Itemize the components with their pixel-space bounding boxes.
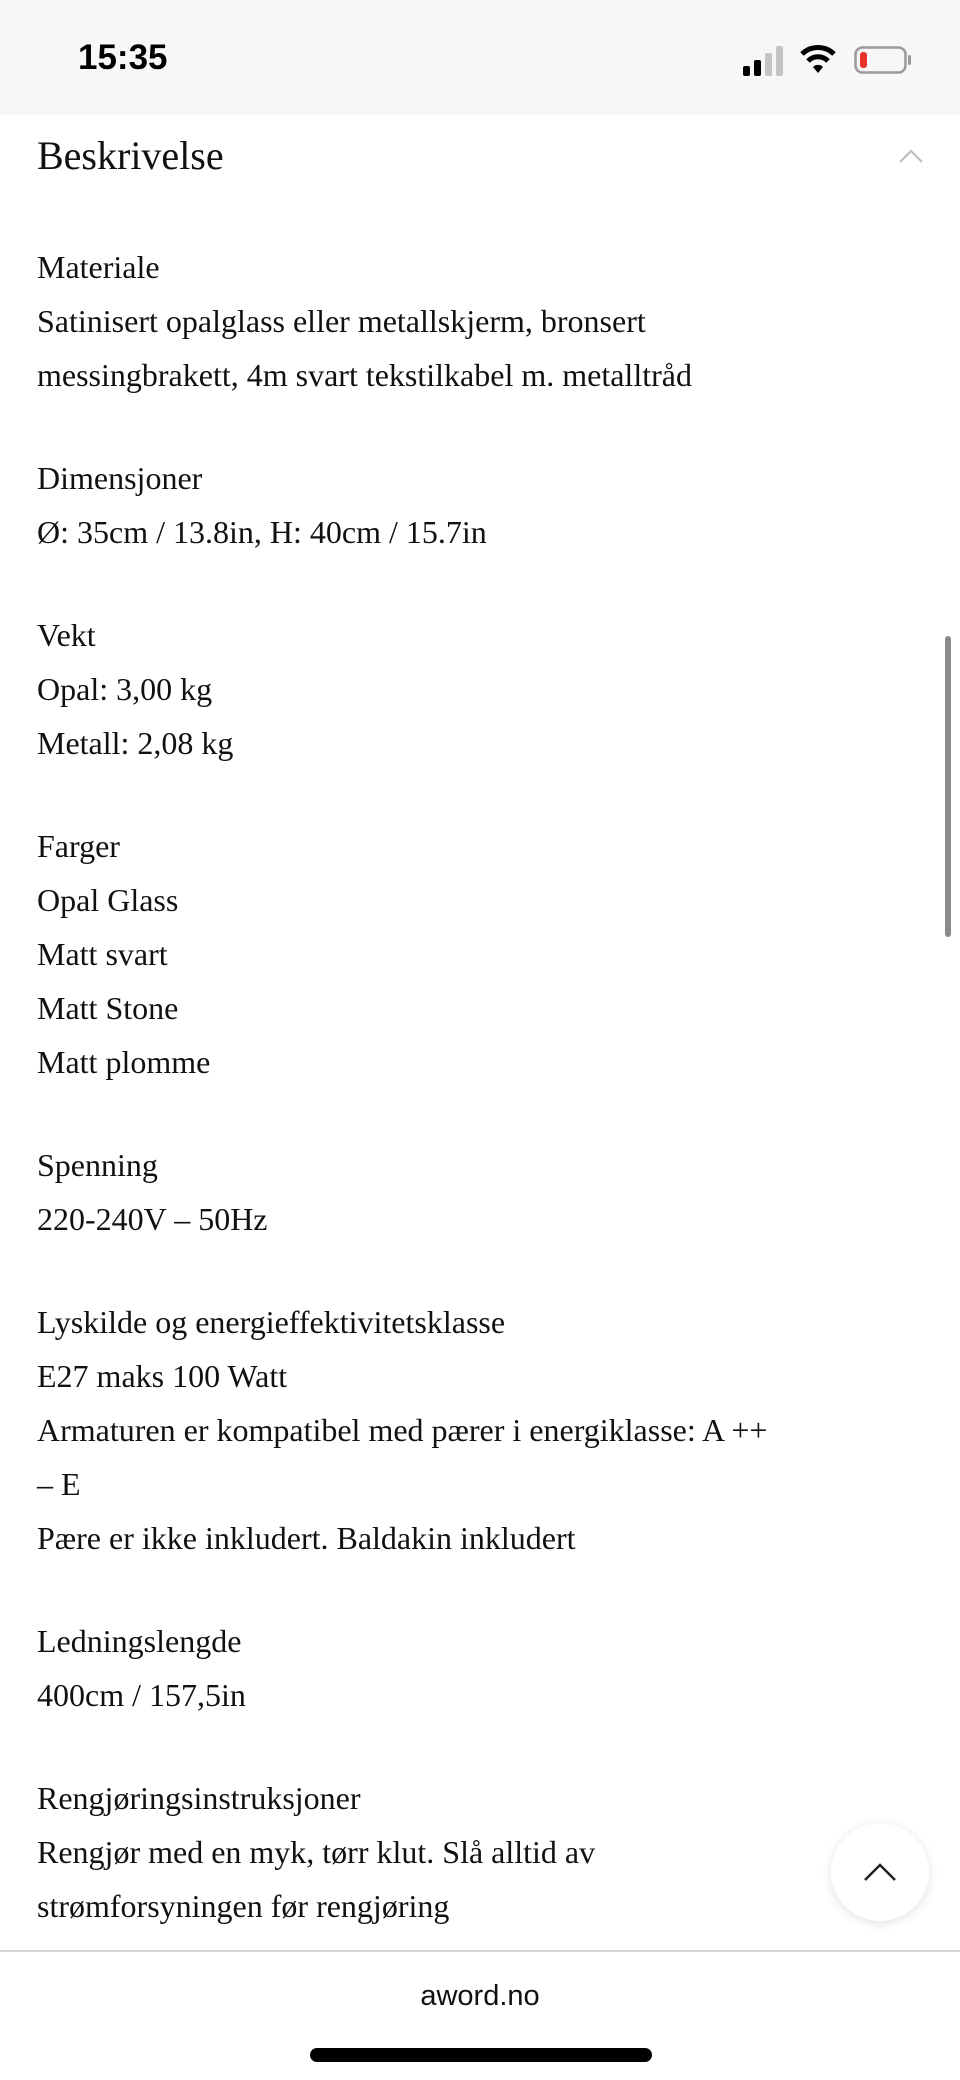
spec-title: Vekt — [37, 617, 96, 653]
home-indicator — [310, 2048, 652, 2062]
spec-section — [37, 1138, 927, 1246]
spec-value: Matt Stone — [37, 990, 179, 1026]
spec-value: 220-240V – 50Hz — [37, 1201, 268, 1237]
spec-section — [37, 608, 927, 770]
chevron-up-icon[interactable] — [898, 148, 924, 164]
spec-section — [37, 819, 927, 1089]
status-bar — [0, 0, 960, 115]
chevron-up-icon — [863, 1862, 897, 1882]
spec-title: Ledningslengde — [37, 1623, 242, 1659]
spec-value: Pære er ikke inkludert. Baldakin inkludert — [37, 1520, 576, 1556]
spec-section — [37, 1295, 927, 1565]
spec-section — [37, 1771, 927, 1933]
spec-title: Lyskilde og energieffektivitetsklasse — [37, 1304, 506, 1340]
battery-icon — [854, 46, 912, 74]
spec-value: Matt svart — [37, 936, 168, 972]
spec-value: Opal: 3,00 kg — [37, 671, 213, 707]
url-bar[interactable]: aword.no — [420, 1980, 540, 2012]
spec-value: Satinisert opalglass eller metallskjerm, bronsert — [37, 303, 646, 339]
scrollbar[interactable] — [945, 636, 951, 937]
spec-value: Armaturen er kompatibel med pærer i energiklasse: A ++ — [37, 1412, 768, 1448]
wifi-icon — [800, 44, 836, 74]
spec-value: messingbrakett, 4m svart tekstilkabel m. metalltråd — [37, 357, 692, 393]
spec-title: Materiale — [37, 249, 160, 285]
spec-value: Matt plomme — [37, 1044, 211, 1080]
status-time: 15:35 — [78, 38, 168, 77]
spec-value: 400cm / 157,5in — [37, 1677, 246, 1713]
spec-title: Spenning — [37, 1147, 158, 1183]
spec-section — [37, 1614, 927, 1722]
spec-value: Opal Glass — [37, 882, 179, 918]
spec-title: Farger — [37, 828, 120, 864]
spec-title: Rengjøringsinstruksjoner — [37, 1780, 361, 1816]
scroll-to-top-button[interactable] — [831, 1823, 929, 1921]
spec-value: Rengjør med en myk, tørr klut. Slå alltid av — [37, 1834, 596, 1870]
spec-value: Metall: 2,08 kg — [37, 725, 234, 761]
spec-value: strømforsyningen før rengjøring — [37, 1888, 450, 1924]
spec-title: Dimensjoner — [37, 460, 203, 496]
spec-value: – E — [37, 1466, 81, 1502]
description-content — [37, 240, 927, 1982]
section-heading[interactable]: Beskrivelse — [37, 133, 224, 178]
cellular-signal-icon — [743, 46, 787, 76]
spec-value: Ø: 35cm / 13.8in, H: 40cm / 15.7in — [37, 514, 487, 550]
spec-section — [37, 451, 927, 559]
spec-value: E27 maks 100 Watt — [37, 1358, 288, 1394]
browser-footer — [0, 1950, 960, 2080]
spec-section — [37, 240, 927, 402]
